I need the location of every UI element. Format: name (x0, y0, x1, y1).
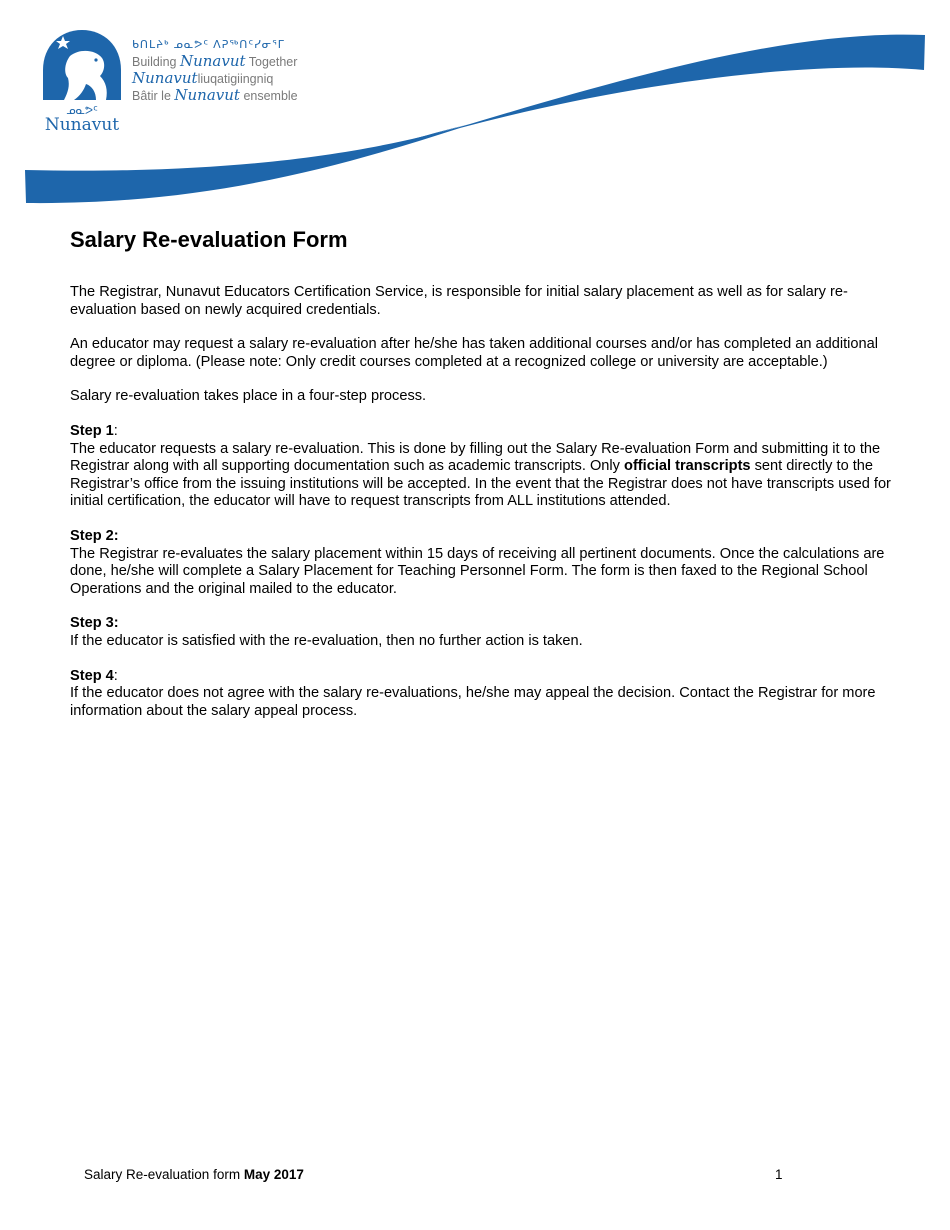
header-swoosh-graphic (0, 0, 950, 215)
step-2-section (70, 528, 905, 598)
tagline-inuinnaqtun-suffix: liuqatigiingniq (197, 72, 274, 86)
page-footer (84, 1167, 784, 1182)
step-1-heading (70, 423, 905, 441)
step-2-text: The Registrar re-evaluates the salary placement within 15 days of receiving all pertinent documents. Once the calculations are done, he/she will complete a Salary Placement for Teaching Personnel Form. The form is then faxed to the Regional School Operations and the original mailed to the educator. (70, 545, 885, 597)
document-body (70, 226, 905, 737)
tagline-english-script: Nunavut (179, 52, 246, 70)
tagline-french-line (132, 87, 298, 104)
step-1-text-after: sent directly to the Registrar’s office from the issuing institutions will be accepted. In the event that the Registrar does not have transcripts used for initial certification, the educator will have to request transcripts from ALL institutions attended. (70, 458, 891, 510)
tagline-syllabics-line (132, 36, 298, 53)
step-4-heading-text: Step 4 (70, 667, 114, 684)
tagline-syllabics: ᑲᑎᒪᔨᒃ ᓄᓇᕗᑦ ᐱᕈᖅᑎᑦᓯᓂᕐᒥ (132, 39, 285, 51)
step-1-text (70, 441, 905, 511)
logo-wordmark: Nunavut (44, 115, 120, 134)
step-1-text-bold: official transcripts (624, 458, 751, 475)
logo-syllabics-mark: ᓄᓇᕗᑦ (66, 104, 98, 117)
page-title: Salary Re-evaluation Form (70, 227, 348, 252)
tagline-french-script: Nunavut (174, 86, 240, 104)
step-1-heading-text: Step 1 (70, 422, 114, 439)
step-1-text-before: The educator requests a salary re-evaluation. This is done by filling out the Salary Re-evaluation Form and submitting it to the Registrar along with all supporting documentation such as academic transcripts. Only (70, 440, 881, 475)
tagline-inuinnaqtun-script: Nunavut (132, 69, 198, 87)
footer-date: May 2017 (243, 1167, 304, 1182)
intro-paragraph-2: An educator may request a salary re-evaluation after he/she has taken additional courses and/or has completed an additional degree or diploma. (Please note: Only credit courses completed at a recognized college or university are acceptable.) (70, 336, 879, 370)
polar-bear-star-icon (40, 28, 124, 134)
step-3-section (70, 615, 905, 650)
tagline-inuinnaqtun-line (132, 70, 298, 87)
step-2-heading: Step 2: (70, 527, 119, 544)
tagline-french-suffix: ensemble (243, 89, 298, 103)
tagline-french-prefix: Bâtir le (132, 89, 171, 103)
step-3-heading: Step 3: (70, 615, 119, 632)
step-1-section (70, 423, 905, 511)
tagline-english-prefix: Building (132, 55, 177, 69)
intro-paragraph-1: The Registrar, Nunavut Educators Certification Service, is responsible for initial salary placement as well as for salary re-evaluation based on newly acquired credentials. (70, 284, 848, 318)
tagline-english-line (132, 53, 298, 70)
footer-page-number: 1 (775, 1167, 783, 1182)
tagline-english-suffix: Together (248, 55, 298, 69)
step-4-heading-colon: : (113, 667, 118, 684)
step-1-heading-colon: : (113, 422, 118, 439)
intro-paragraph-3: Salary re-evaluation takes place in a four-step process. (70, 388, 427, 405)
nunavut-logo (40, 28, 124, 134)
page-header (0, 0, 950, 215)
step-4-heading (70, 668, 905, 686)
step-4-section (70, 668, 905, 721)
step-3-text: If the educator is satisfied with the re-evaluation, then no further action is taken. (70, 632, 583, 649)
footer-label: Salary Re-evaluation form (84, 1167, 241, 1182)
step-4-text: If the educator does not agree with the salary re-evaluations, he/she may appeal the decision. Contact the Registrar for more information about the salary appeal process. (70, 685, 876, 719)
tagline-block (132, 36, 298, 104)
